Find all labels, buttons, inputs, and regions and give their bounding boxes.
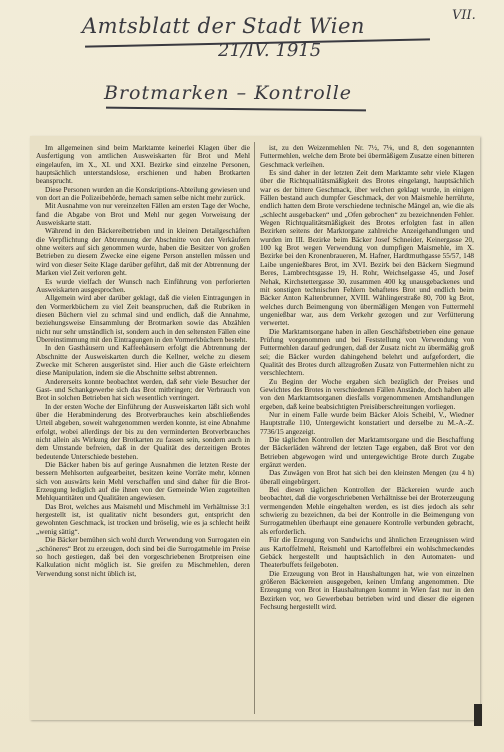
handwritten-number: VII. bbox=[452, 8, 476, 23]
article-paragraph: Die Marktamtsorgane haben in allen Geschäftsbetrieben eine genaue Prüfung vorgenommen und bei Feststellung von Verwendung von Futtermehlen darauf gedrungen, daß der Zusatz nicht zu übermäßig groß sei; die Bäcker wurden dahingehend belehrt und aufgefordert, die Qualität des Brotes durch allzugroßen Zusatz von Futtermehlen nicht zu verschlechtern. bbox=[260, 327, 474, 378]
handwritten-subject: Brotmarken – Kontrolle bbox=[104, 82, 353, 104]
article-paragraph: Die Erzeugung von Brot in Haushaltungen hat, wie von einzelnen größeren Bäckereien ausgegeben, keinen Umfang angenommen. Die Erzeugung von Brot in Haushaltungen kommt in Wien fast nur in den Bezirken vor, wo Gewerbebau betrieben wird und dieser die eigenen Fechsung hergestellt wird. bbox=[260, 569, 474, 611]
article-paragraph: Nur in einem Falle wurde beim Bäcker Alois Scheibl, V., Wiedner Hauptstraße 110, Untergewicht konstatiert und derselbe zu M.-A.-Z. 7736/15 angezeigt. bbox=[260, 411, 474, 436]
article-paragraph: Das Zuwägen von Brot hat sich bei den kleinsten Mengen (zu 4 h) überall eingebürgert. bbox=[260, 469, 474, 486]
article-column-left bbox=[36, 144, 250, 578]
article-column-right bbox=[260, 144, 474, 611]
article-paragraph: Die Bäcker bemühen sich wohl durch Verwendung von Surrogaten ein „schöneres“ Brot zu erzeugen, doch sind bei die Surrogatmehle im Preise so hoch gestiegen, daß bei den vorgeschriebenen Brotpreisen eine Kalkulation nicht möglich ist. Sie greifen zu Mischmehlen, deren Verwendung sonst nicht üblich ist, bbox=[36, 536, 250, 578]
article-paragraph: Es sind daher in der letzten Zeit dem Marktamte sehr viele Klagen über die Richtqualitätsmäßigkeit des Brotes eingelangt, hauptsächlich war es der bittere Geschmack, über welchen geklagt wurde, in einigen Fällen bestand auch dumpfer Geschmack, der von Maismehle herrührte, endlich hatten dem Brote verschiedene technische Mängel an, wie die als „schlecht ausgebacken“ und „Ofen gebrochen“ zu bezeichnenden Fehler. Wegen Richtqualitätsmäßigkeit des Brotes erfolgten fast in allen Bezirken seitens der Marktorgane zahlreiche Anzeigehandlungen und wurden im III. Bezirke beim Bäcker Josef Schneider, Keinergasse 20, 100 kg Brot wegen Verwendung von dumpfigen Maismehle, im X. Bezirke bei den Kronenbraueren, M. Hafner, Hardtmuthgasse 55/57, 148 Laibe ungenießbares Brot, im XVI. Bezirk bei den Bäckern Siegmund Beres, Lambrechtsgasse 19, H. Rohr, Weichselgasse 45, und Josef Nehak, Kirchstettergasse 30, zusammen 400 kg unausgebackenes und mit sonstigen technischen Fehlern behaftetes Brot und endlich beim Bäcker Anton Kaltenbrunner, XVIII. Wählingerstraße 80, 700 kg Brot, welches durch Beimengung von übermäßigen Mengen von Futtermehl ungenießbar war, aus dem Verkehr gezogen und zur Verfütterung verwertet. bbox=[260, 169, 474, 328]
article-paragraph: Für die Erzeugung von Sandwichs und ähnlichen Erzeugnissen wird aus Kartoffelmehl, Reismehl und Kartoffelbrei ein wohlschmeckendes Gebäck hergestellt und hauptsächlich in den Automaten- und Theaterbuffets feilgeboten. bbox=[260, 536, 474, 570]
article-paragraph: Im allgemeinen sind beim Marktamte keinerlei Klagen über die Ausfertigung von amtlichen Ausweiskarten für Brot und Mehl eingelaufen, im X., XI. und XXI. Bezirke sind einzelne Personen, hauptsächlich unterstandslose, erschienen und haben Brotkarten beansprucht. bbox=[36, 144, 250, 186]
article-paragraph: In der ersten Woche der Einführung der Ausweiskarten läßt sich wohl über die Herabminderung des Brotverbrauches kein abschließendes Urteil abgeben, soweit wahrgenommen werden konnte, ist eine Abnahme erfolgt, wobei allerdings der bis zu den verminderten Brotverbrauches nicht allein als Wirkung der Brotkarten zu fassen sein, sondern auch in dem Umstande befreien, daß in der Qualität des derzeitigen Brotes bedeutende Unterschiede bestehen. bbox=[36, 402, 250, 461]
article-paragraph: ist, zu den Weizenmehlen Nr. 7½, 7⅛, und 8, den sogenannten Futtermehlen, welche dem Brote bei übermäßigem Zusatze einen bitteren Geschmack verleihen. bbox=[260, 144, 474, 169]
article-paragraph: Es wurde vielfach der Wunsch nach Einführung von perforierten Ausweiskarten ausgesprochen. bbox=[36, 277, 250, 294]
article-paragraph: Bei diesen täglichen Kontrollen der Bäckereien wurde auch beobachtet, daß die vorgeschriebenen Verhältnisse bei der Broterzeugung vermengenden Mehle eingehalten werden, es ist dies jedoch als sehr schwierig zu bezeichnen, da bei der Kontrolle in die Beimengung von Surrogatmehlen überhaupt eine genauere Kontrolle verbunden gebracht, als erforderlich. bbox=[260, 486, 474, 536]
article-paragraph: Die Bäcker haben bis auf geringe Ausnahmen die letzten Reste der bessern Mehlsorten aufgearbeitet, besitzen keine Vorräte mehr, können sich von auswärts kein Mehl verschaffen und sind daher für die Brot-Erzeugung lediglich auf die ihnen von der Gemeinde Wien zugeteilten Mehlquantitäten und Qualitäten angewiesen. bbox=[36, 461, 250, 503]
handwritten-title: Amtsblatt der Stadt Wien bbox=[82, 14, 365, 38]
article-paragraph: Die täglichen Kontrollen der Marktamtsorgane und die Beschaffung der Bäckerläden während der letzten Tage ergaben, daß Brot vor den Betrieben abgewogen wird und untergewichtige Brote durch Zugabe ergänzt werden. bbox=[260, 436, 474, 470]
article-paragraph: Mit Ausnahme von nur vereinzelten Fällen am ersten Tage der Woche, fand die Abgabe von Brot und Mehl nur gegen Vorweisung der Ausweiskarte statt. bbox=[36, 202, 250, 228]
handwritten-date: 21/IV. 1915 bbox=[218, 40, 322, 61]
clip-edge-mark bbox=[474, 704, 482, 726]
article-paragraph: Diese Personen wurden an die Konskriptions-Abteilung gewiesen und von dort an die Polizeibehörde, hernach samen selbe nicht mehr zurück. bbox=[36, 185, 250, 203]
article-paragraph: In den Gasthäusern und Kaffeehäusern erfolgt die Abtrennung der Abschnitte der Ausweiskarten durch die Kellner, welche zu diesem Zwecke mit Scheren ausgerüstet sind. Hier auch die Gäste erleichtern diese Manipulation, indem sie die Abschnitte selbst abtrennen. bbox=[36, 344, 250, 378]
article-paragraph: Allgemein wird aber darüber geklagt, daß die vielen Eintragungen in den Vormerkbüchern zu viel Zeit beanspruchen, daß die Rubriken in diesen Büchern viel zu schmal sind und endlich, daß die Annahme, beziehungsweise Einsammlung der Brotmarken sowie das Abzählen nicht nur sehr umständlich ist, sondern auch in den seltensten Fällen eine Übereinstimmung mit den Eintragungen in den Vormerkbüchern besteht. bbox=[36, 294, 250, 344]
subject-underline bbox=[106, 107, 366, 111]
article-paragraph: Während in den Bäckereibetrieben und in kleinen Detailgeschäften die Verpflichtung der Abtrennung der Abschnitte von den Verkäufern ohne weiters auf sich genommen wurde, haben die Besitzer von großen Betrieben zu diesem Zwecke eine eigene Person anstellen müssen und wird von dieser Seite Klage darüber geführt, daß mit der Abtrennung der Marken viel Zeit verloren geht. bbox=[36, 227, 250, 278]
article-paragraph: Andererseits konnte beobachtet werden, daß sehr viele Besucher der Gast- und Schankgewerbe sich das Brot mitbringen; der Verbrauch von Brot in solchen Betrieben hat sich wesentlich verringert. bbox=[36, 377, 250, 403]
article-paragraph: Zu Beginn der Woche ergaben sich bezüglich der Preises und Gewichtes des Brotes in verschiedenen Fällen Anstände, doch haben alle von den Marktamtsorganen diesfalls vorgenommenen Amtshandlungen ergeben, daß keine beabsichtigten Preisüberschreitungen vorliegen. bbox=[260, 377, 474, 411]
article-paragraph: Das Brot, welches aus Maismehl und Mischmehl im Verhältnisse 3:1 hergestellt ist, ist qualitativ nicht besonders gut, entspricht den gewohnten Geschmack, ist trocken und bröselig, wie es ja schlecht heißt „wenig sättig“. bbox=[36, 502, 250, 536]
column-divider bbox=[254, 142, 255, 714]
newspaper-clipping bbox=[30, 136, 480, 720]
